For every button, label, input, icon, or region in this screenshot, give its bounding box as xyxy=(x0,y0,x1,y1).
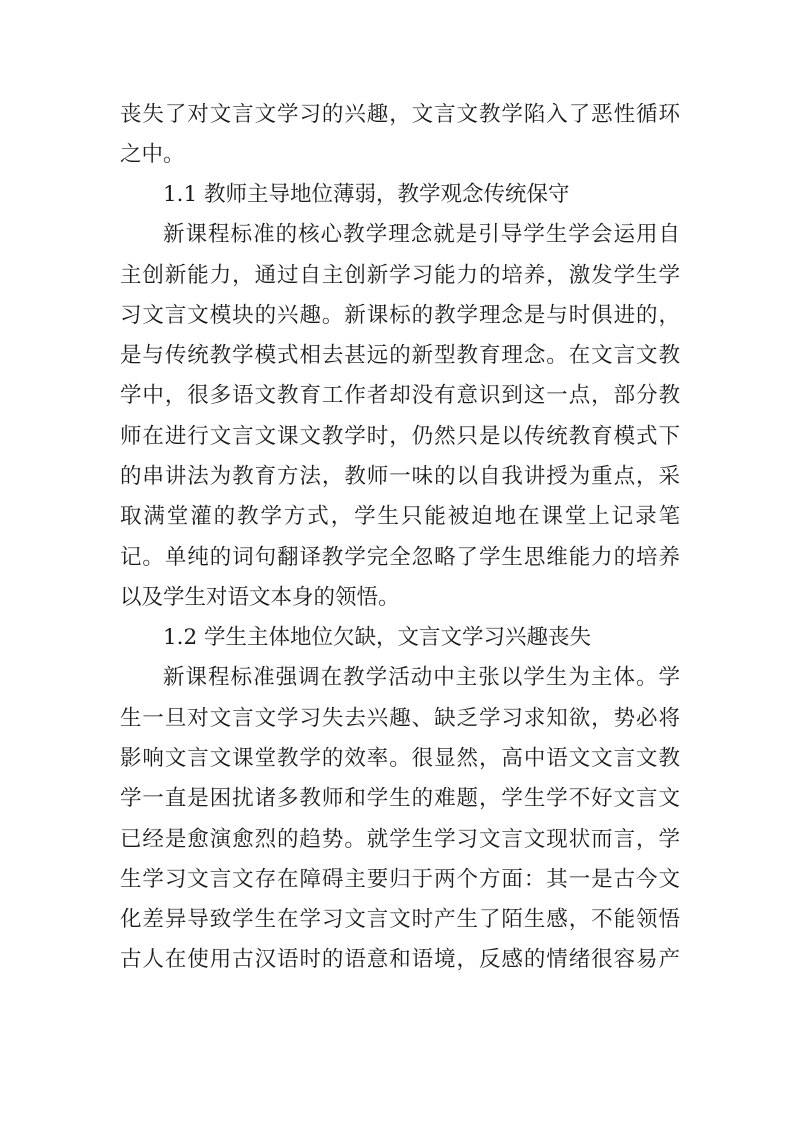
text-line: 已经是愈演愈烈的趋势。就学生学习文言文现状而言，学 xyxy=(120,827,680,852)
section-heading-1-1: 1.1 教师主导地位薄弱，教学观念传统保守 xyxy=(163,182,570,207)
text-line: 的串讲法为教育方法，教师一味的以自我讲授为重点，采 xyxy=(120,464,680,489)
text-line: 记。单纯的词句翻译教学完全忽略了学生思维能力的培养 xyxy=(120,545,680,570)
text-line: 之中。 xyxy=(120,142,185,167)
text-line: 师在进行文言文课文教学时，仍然只是以传统教育模式下 xyxy=(120,424,680,449)
text-line: 取满堂灌的教学方式，学生只能被迫地在课堂上记录笔 xyxy=(120,504,680,529)
text-line: 习文言文模块的兴趣。新课标的教学理念是与时俱进的， xyxy=(120,303,680,328)
text-line: 生一旦对文言文学习失去兴趣、缺乏学习求知欲，势必将 xyxy=(120,706,680,731)
paragraph-first-line: 新课程标准强调在教学活动中主张以学生为主体。学 xyxy=(163,665,680,690)
text-line: 生学习文言文存在障碍主要归于两个方面：其一是古今文 xyxy=(120,867,680,892)
text-line: 以及学生对语文本身的领悟。 xyxy=(120,585,400,610)
text-line: 丧失了对文言文学习的兴趣，文言文教学陷入了恶性循环 xyxy=(120,102,680,127)
text-line: 学中，很多语文教育工作者却没有意识到这一点，部分教 xyxy=(120,383,680,408)
section-heading-1-2: 1.2 学生主体地位欠缺，文言文学习兴趣丧失 xyxy=(163,625,592,650)
text-line: 化差异导致学生在学习文言文时产生了陌生感，不能领悟 xyxy=(120,907,680,932)
text-line: 影响文言文课堂教学的效率。很显然，高中语文文言文教 xyxy=(120,746,680,771)
text-line: 古人在使用古汉语时的语意和语境，反感的情绪很容易产 xyxy=(120,947,680,972)
text-line: 是与传统教学模式相去甚远的新型教育理念。在文言文教 xyxy=(120,343,680,368)
text-line: 学一直是困扰诸多教师和学生的难题，学生学不好文言文 xyxy=(120,786,680,811)
text-line: 主创新能力，通过自主创新学习能力的培养，激发学生学 xyxy=(120,263,680,288)
paragraph-first-line: 新课程标准的核心教学理念就是引导学生学会运用自 xyxy=(163,222,680,247)
